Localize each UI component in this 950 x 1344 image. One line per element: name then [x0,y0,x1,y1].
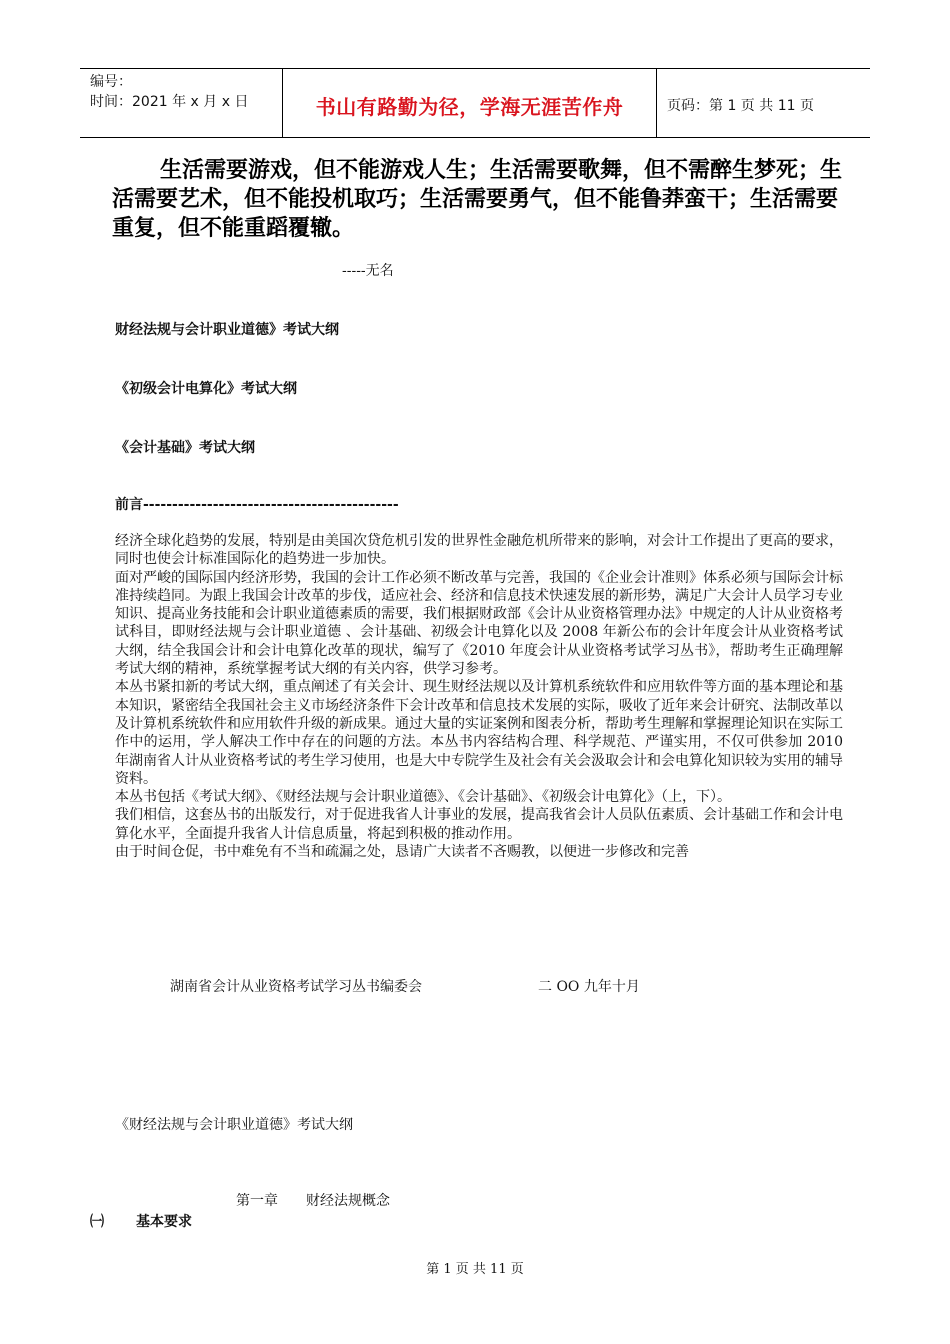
quote-text: 生活需要游戏，但不能游戏人生；生活需要歌舞，但不需醉生梦死；生活需要艺术，但不能投机取巧；生活需要勇气，但不能鲁莽蛮干；生活需要重复，但不能重蹈覆辙。 [112,158,843,241]
signature-date: 二 OO 九年十月 [538,979,640,995]
title-finance-regulations: 财经法规与会计职业道德》考试大纲 [115,322,339,338]
chapter-title: 第一章 财经法规概念 [236,1193,390,1209]
page-footer: 第 1 页 共 11 页 [426,1262,524,1277]
number-label: 编号： [90,74,132,90]
requirement-number: ㈠ [90,1214,104,1230]
paragraph: 由于时间仓促，书中难免有不当和疏漏之处，恳请广大读者不吝赐教，以便进一步修改和完善 [115,844,689,861]
motto: 书山有路勤为径，学海无涯苦作舟 [315,95,624,119]
header-table [80,68,870,138]
requirement-heading: 基本要求 [136,1214,192,1230]
paragraph: 本丛书包括《考试大纲》、《财经法规与会计职业道德》、《会计基础》、《初级会计电算化》（上，下）。 [115,789,731,806]
preface-body [115,532,843,861]
section-title: 《财经法规与会计职业道德》考试大纲 [115,1117,353,1133]
paragraph: 经济全球化趋势的发展，特别是由美国次贷危机引发的世界性金融危机所带来的影响，对会计工作提出了更高的要求，同时也使会计标准国际化的趋势进一步加快。 [115,533,843,568]
preface-heading: 前言-------------------------------------------- [115,497,399,513]
paragraph: 本丛书紧扣新的考试大纲，重点阐述了有关会计、现生财经法规以及计算机系统软件和应用软件等方面的基本理论和基本知识，紧密结全我国社会主义市场经济条件下会计改革和信息技术发展的实际，吸收了近年来会计研究、法制改革以及计算机系统软件和应用软件升级的新成果。通过大量的实证案例和图表分析，帮助考生理解和掌握理论知识在实际工作中的运用，学人解决工作中存在的问题的方法。本丛书内容结构合理、科学规范、严谨实用，不仅可供参加 2010 年湖南省人计从业资格考试的考生学习使用，也是大中专院学生及社会有关会汲取会计和会电算化知识较为实用的辅导资料。 [115,679,843,787]
time-label: 时间：2021 年 x 月 x 日 [90,94,249,110]
title-computerized-accounting: 《初级会计电算化》考试大纲 [115,381,297,397]
title-accounting-basics: 《会计基础》考试大纲 [115,440,255,456]
paragraph: 面对严峻的国际国内经济形势，我国的会计工作必须不断改革与完善，我国的《企业会计准则》体系必须与国际会计标准持续趋同。为跟上我国会计改革的步伐，适应社会、经济和信息技术快速发展的新形势，满足广大会计人员学习专业知识、提高业务技能和会计职业道德素质的需要，我们根据财政部《会计从业资格管理办法》中规定的人计从业资格考试科目，即财经法规与会计职业道德 、会计基础、初级会计电算化以及 2008 年新公布的会计年度会计从业资格考试大纲，结全我国会计和会计电算化改革的现状，编写了《2010 年度会计从业资格考试学习丛书》，帮助考生正确理解考试大纲的精神，系统掌握考试大纲的有关内容，供学习参考。 [115,569,843,678]
header-meta-cell [80,69,283,137]
header-motto-cell [283,69,657,137]
quote-author: -----无名 [342,263,394,279]
signature-org: 湖南省会计从业资格考试学习丛书编委会 [170,979,422,995]
header-page-cell [657,69,870,137]
paragraph: 我们相信，这套丛书的出版发行，对于促进我省人计事业的发展，提高我省会计人员队伍素质、会计基础工作和会计电算化水平，全面提升我省人计信息质量，将起到积极的推动作用。 [115,807,843,842]
page-info: 页码：第 1 页 共 11 页 [667,98,814,114]
